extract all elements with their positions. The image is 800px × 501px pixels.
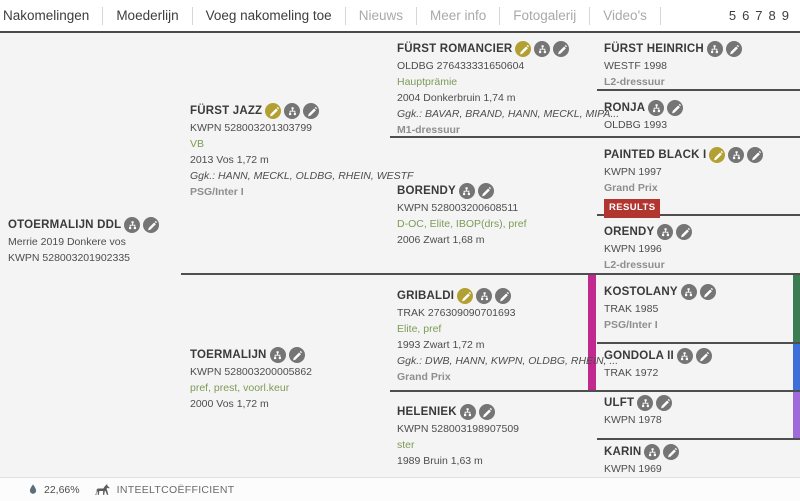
gold-edit-icon[interactable] (457, 288, 473, 304)
edit-icon[interactable] (289, 347, 305, 363)
horse-name: FÜRST HEINRICH (604, 43, 704, 55)
inbreeding-label: INTEELTCOËFFICIENT (116, 483, 235, 496)
horse-info: 2013 Vos 1,72 m (190, 154, 269, 166)
generation-7[interactable]: 7 (755, 8, 763, 23)
generation-5[interactable]: 5 (728, 8, 737, 23)
generation-selector (726, 8, 800, 23)
pedigree-icon[interactable] (707, 41, 723, 57)
edit-icon[interactable] (667, 100, 683, 116)
horse-predicates: Elite, pref (397, 323, 442, 335)
edit-icon[interactable] (747, 147, 763, 163)
horse-info: 1993 Zwart 1,72 m (397, 339, 485, 351)
horse-name: GONDOLA II (604, 350, 674, 362)
pedigree-icon[interactable] (644, 444, 660, 460)
horse-reg: KWPN 528003201303799 (190, 122, 313, 134)
horse-predicates: Hauptprämie (397, 76, 458, 88)
pedigree-icon[interactable] (637, 395, 653, 411)
edit-icon[interactable] (656, 395, 672, 411)
horse-name: BORENDY (397, 185, 456, 197)
horse-reg: TRAK 1985 (604, 303, 659, 315)
horse-info: 2004 Donkerbruin 1,74 m (397, 92, 516, 104)
nav-meer-info[interactable]: Meer info (417, 7, 500, 25)
edit-icon[interactable] (495, 288, 511, 304)
horse-card-gondola (604, 347, 712, 381)
horse-reg: KWPN 528003198907509 (397, 423, 520, 435)
pedigree-icon[interactable] (681, 284, 697, 300)
horse-info: 2006 Zwart 1,68 m (397, 234, 485, 246)
horse-card-furst-heinrich (604, 40, 742, 90)
horse-name: KOSTOLANY (604, 286, 678, 298)
gondola-bloodline-bar (793, 344, 800, 390)
edit-icon[interactable] (479, 404, 495, 420)
pedigree-icon[interactable] (460, 404, 476, 420)
horse-discipline: L2-dressuur (604, 259, 665, 271)
horse-card-gribaldi (397, 287, 618, 385)
horse-studbooks: Ggk.: HANN, MECKL, OLDBG, RHEIN, WESTF (190, 170, 414, 182)
ulft-bloodline-bar (793, 392, 800, 438)
horse-discipline: PSG/Inter I (190, 186, 244, 198)
nav-nakomelingen[interactable]: Nakomelingen (0, 7, 103, 25)
nav-videos[interactable]: Video's (590, 7, 661, 25)
edit-icon[interactable] (700, 284, 716, 300)
horse-discipline: Grand Prix (604, 182, 658, 194)
generation-8[interactable]: 8 (768, 8, 776, 23)
pedigree-icon[interactable] (476, 288, 492, 304)
horse-name: KARIN (604, 446, 642, 458)
edit-icon[interactable] (663, 444, 679, 460)
kostolany-bloodline-bar (793, 275, 800, 342)
horse-reg: KWPN 1969 (604, 463, 662, 475)
horse-card-painted-black (604, 146, 763, 218)
top-nav (0, 0, 800, 31)
horse-discipline: Grand Prix (397, 371, 451, 383)
horse-discipline: L2-dressuur (604, 76, 665, 88)
pedigree-icon[interactable] (728, 147, 744, 163)
horse-reg: OLDBG 276433331650604 (397, 60, 525, 72)
inbreeding-value: 22,66% (44, 483, 80, 496)
horse-card-borendy (397, 182, 527, 248)
gold-edit-icon[interactable] (515, 41, 531, 57)
horse-studbooks: Ggk.: DWB, HANN, KWPN, OLDBG, RHEIN, ... (397, 355, 619, 367)
horse-card-kostolany (604, 283, 716, 333)
edit-icon[interactable] (676, 224, 692, 240)
nav-fotogalerij[interactable]: Fotogalerij (500, 7, 590, 25)
horse-card-furst-jazz (190, 102, 413, 200)
horse-card-orendy (604, 223, 692, 273)
horse-name: ULFT (604, 397, 635, 409)
generation-9[interactable]: 9 (781, 8, 789, 23)
divider (597, 438, 800, 440)
nav-moederlijn[interactable]: Moederlijn (103, 7, 192, 25)
horse-name: RONJA (604, 102, 646, 114)
horse-reg: KWPN 1978 (604, 414, 662, 426)
edit-icon[interactable] (143, 217, 159, 233)
horse-name: FÜRST JAZZ (190, 105, 263, 117)
horse-reg: KWPN 528003200608511 (397, 202, 519, 214)
horse-info: 1989 Bruin 1,63 m (397, 455, 483, 467)
edit-icon[interactable] (553, 41, 569, 57)
pedigree-icon[interactable] (124, 217, 140, 233)
horse-card-ulft (604, 394, 672, 428)
pedigree-icon[interactable] (534, 41, 550, 57)
horse-discipline: M1-dressuur (397, 124, 461, 136)
horse-desc: Merrie 2019 Donkere vos (8, 236, 126, 248)
horse-reg: KWPN 528003201902335 (8, 252, 131, 264)
horse-card-toermalijn (190, 346, 312, 412)
divider (181, 273, 800, 275)
droplet-icon (28, 483, 38, 496)
horse-discipline: PSG/Inter I (604, 319, 658, 331)
nav-nieuws[interactable]: Nieuws (346, 7, 417, 25)
gold-edit-icon[interactable] (265, 103, 281, 119)
pedigree-icon[interactable] (459, 183, 475, 199)
pedigree-chart (0, 31, 800, 477)
results-badge[interactable]: RESULTS (604, 199, 660, 218)
pedigree-icon[interactable] (648, 100, 664, 116)
horse-name: FÜRST ROMANCIER (397, 43, 513, 55)
edit-icon[interactable] (478, 183, 494, 199)
pedigree-icon[interactable] (270, 347, 286, 363)
horse-name: ORENDY (604, 226, 655, 238)
generation-6[interactable]: 6 (742, 8, 750, 23)
horse-card-ronja (604, 99, 683, 133)
edit-icon[interactable] (726, 41, 742, 57)
divider (390, 390, 800, 392)
horse-predicates: D-OC, Elite, IBOP(drs), pref (397, 218, 527, 230)
gold-edit-icon[interactable] (709, 147, 725, 163)
inbreeding-footer (0, 477, 800, 501)
edit-icon[interactable] (696, 348, 712, 364)
horse-reg: KWPN 1997 (604, 166, 662, 178)
horse-reg: KWPN 528003200005862 (190, 366, 313, 378)
pedigree-icon[interactable] (657, 224, 673, 240)
pedigree-icon[interactable] (677, 348, 693, 364)
pedigree-icon[interactable] (284, 103, 300, 119)
horse-name: HELENIEK (397, 406, 457, 418)
horse-card-karin (604, 443, 679, 477)
horse-predicates: pref, prest, voorl.keur (190, 382, 290, 394)
nav-voeg-nakomeling-toe[interactable]: Voeg nakomeling toe (193, 7, 346, 25)
horse-predicates: VB (190, 138, 205, 150)
horse-reg: KWPN 1996 (604, 243, 662, 255)
horse-predicates: ster (397, 439, 415, 451)
horse-name: OTOERMALIJN DDL (8, 219, 122, 231)
horse-card-heleniek (397, 403, 519, 469)
divider (597, 342, 800, 344)
horse-studbooks: Ggk.: BAVAR, BRAND, HANN, MECKL, MIPA... (397, 108, 620, 120)
horse-reg: OLDBG 1993 (604, 119, 668, 131)
horse-card-furst-romancier (397, 40, 619, 138)
horse-name: TOERMALIJN (190, 349, 267, 361)
horse-icon (94, 483, 111, 496)
horse-name: PAINTED BLACK I (604, 149, 707, 161)
horse-card-otoermalijn (8, 216, 159, 266)
horse-info: 2000 Vos 1,72 m (190, 398, 269, 410)
edit-icon[interactable] (303, 103, 319, 119)
horse-reg: WESTF 1998 (604, 60, 668, 72)
horse-name: GRIBALDI (397, 290, 455, 302)
horse-reg: TRAK 276309090701693 (397, 307, 516, 319)
horse-reg: TRAK 1972 (604, 367, 659, 379)
